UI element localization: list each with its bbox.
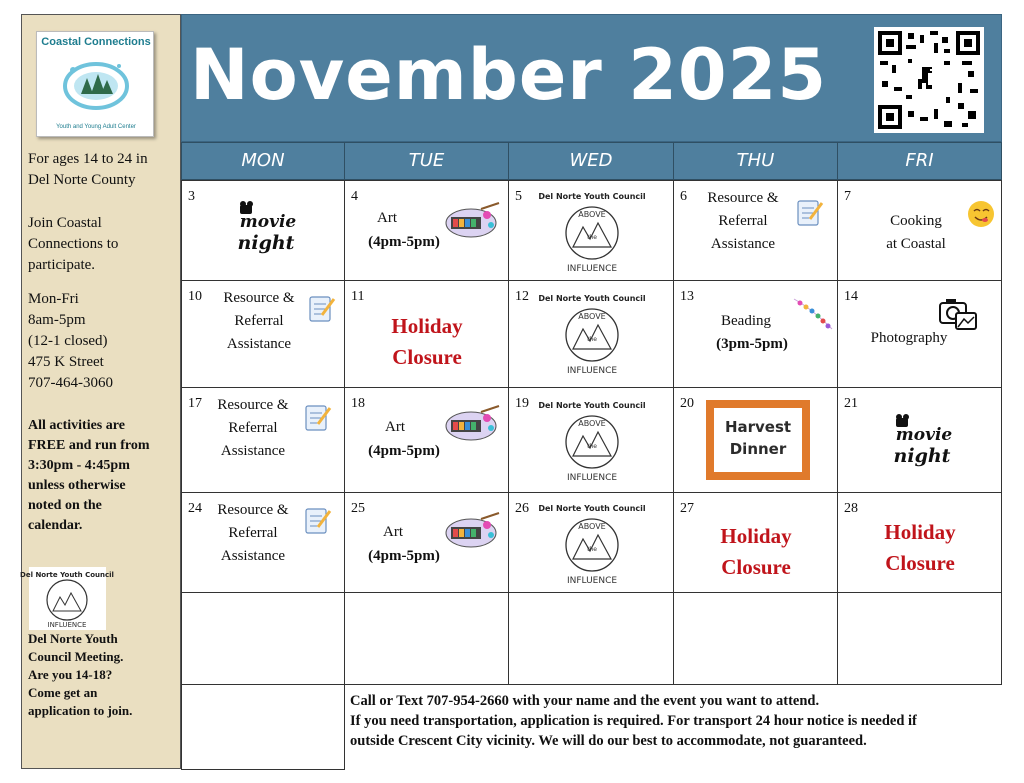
free-info <box>28 416 178 536</box>
hours-closed: (12-1 closed) <box>28 333 108 349</box>
day-header-thu: THU <box>673 142 838 180</box>
holiday-closure: Holiday Closure <box>884 520 956 575</box>
day-cell-14[interactable] <box>837 280 1002 388</box>
day-cell-7[interactable] <box>837 180 1002 281</box>
day-number: 4 <box>351 189 358 204</box>
coastal-connections-logo <box>36 31 154 137</box>
day-cell-27[interactable] <box>673 492 838 593</box>
event-art: Art <box>383 524 403 540</box>
notepad-icon <box>796 199 824 227</box>
event-resource: Resource & Referral Assistance <box>223 290 295 352</box>
day-number: 19 <box>515 396 529 411</box>
event-art-time: (4pm-5pm) <box>368 443 440 459</box>
day-number: 6 <box>680 189 687 204</box>
day-cell-3[interactable] <box>181 180 345 281</box>
day-cell-17[interactable] <box>181 387 345 493</box>
join-line-1: Join Coastal <box>28 215 102 231</box>
event-beading: Beading <box>721 313 771 329</box>
free-line-5: noted on the <box>28 498 102 513</box>
day-number: 24 <box>188 501 202 516</box>
sidebar <box>21 14 181 769</box>
day-number: 12 <box>515 289 529 304</box>
svg-text:Del Norte Youth Council: Del Norte Youth Council <box>20 571 114 579</box>
hours-time: 8am-5pm <box>28 312 86 328</box>
day-cell-21[interactable] <box>837 387 1002 493</box>
day-header-mon: MON <box>181 142 345 180</box>
svg-text:ABOVE: ABOVE <box>578 312 606 321</box>
footer-note <box>350 691 1010 751</box>
yum-emoji-icon <box>966 199 996 229</box>
empty-cell <box>508 592 674 685</box>
free-line-3: 3:30pm - 4:45pm <box>28 458 130 473</box>
logo-subtitle: Youth and Young Adult Center <box>56 124 136 130</box>
youth-council-logo <box>538 396 646 484</box>
day-cell-10[interactable] <box>181 280 345 388</box>
holiday-closure: Holiday Closure <box>720 524 792 579</box>
svg-text:Del Norte Youth Council: Del Norte Youth Council <box>538 504 646 513</box>
day-number: 11 <box>351 289 365 304</box>
day-cell-28[interactable] <box>837 492 1002 593</box>
hours-info <box>28 289 178 394</box>
day-header-fri: FRI <box>837 142 1002 180</box>
day-number: 3 <box>188 189 195 204</box>
day-number: 13 <box>680 289 694 304</box>
svg-text:ABOVE: ABOVE <box>578 419 606 428</box>
day-number: 10 <box>188 289 202 304</box>
event-art: Art <box>385 419 405 435</box>
svg-text:ABOVE: ABOVE <box>578 522 606 531</box>
free-line-1: All activities are <box>28 418 125 433</box>
svg-text:night: night <box>237 232 295 254</box>
movie-night-icon <box>234 201 298 259</box>
ycl-line-1: Del Norte Youth <box>28 631 118 646</box>
hours-days: Mon-Fri <box>28 291 79 307</box>
notepad-icon <box>304 404 332 432</box>
svg-text:INFLUENCE: INFLUENCE <box>566 366 618 376</box>
ycl-line-3: Are you 14-18? <box>28 667 113 682</box>
svg-text:Del Norte Youth Council: Del Norte Youth Council <box>538 401 646 410</box>
harvest-dinner-banner: Harvest Dinner <box>706 400 810 480</box>
art-palette-icon <box>445 406 501 442</box>
join-line-2: Connections to <box>28 236 119 252</box>
address: 475 K Street <box>28 354 104 370</box>
day-cell-25[interactable] <box>344 492 509 593</box>
day-cell-4[interactable] <box>344 180 509 281</box>
day-header-wed: WED <box>508 142 674 180</box>
empty-cell <box>344 592 509 685</box>
notepad-icon <box>308 295 336 323</box>
svg-text:INFLUENCE: INFLUENCE <box>566 473 618 483</box>
empty-cell <box>181 684 345 770</box>
day-cell-18[interactable] <box>344 387 509 493</box>
svg-text:the: the <box>587 234 597 241</box>
ycl-line-2: Council Meeting. <box>28 649 124 664</box>
event-art-time: (4pm-5pm) <box>368 548 440 564</box>
day-number: 26 <box>515 501 529 516</box>
day-cell-5[interactable] <box>508 180 674 281</box>
ycl-line-5: application to join. <box>28 703 133 718</box>
day-number: 17 <box>188 396 202 411</box>
phone: 707-464-3060 <box>28 375 113 391</box>
day-number: 5 <box>515 189 522 204</box>
event-photography: Photography <box>870 330 948 346</box>
svg-text:INFLUENCE: INFLUENCE <box>566 576 618 586</box>
day-header-tue: TUE <box>344 142 509 180</box>
camera-icon <box>938 295 980 333</box>
holiday-closure: Holiday Closure <box>391 314 463 369</box>
day-cell-20[interactable] <box>673 387 838 493</box>
day-cell-11[interactable] <box>344 280 509 388</box>
svg-text:movie: movie <box>239 212 297 232</box>
ages-line-1: For ages 14 to 24 in <box>28 151 148 167</box>
day-number: 21 <box>844 396 858 411</box>
ages-line-2: Del Norte County <box>28 172 136 188</box>
day-cell-6[interactable] <box>673 180 838 281</box>
footer-line-2: If you need transportation, application is required. For transport 24 hour notice is needed if <box>350 713 917 729</box>
ages-info <box>28 149 178 191</box>
youth-council-logo <box>538 499 646 587</box>
event-resource: Resource & Referral Assistance <box>217 397 289 459</box>
youth-council-logo <box>20 567 114 630</box>
svg-text:INFLUENCE: INFLUENCE <box>47 621 87 629</box>
day-cell-26[interactable] <box>508 492 674 593</box>
logo-title: Coastal Connections <box>41 36 151 48</box>
empty-cell <box>837 592 1002 685</box>
movie-night-icon <box>890 414 954 472</box>
qr-code-icon[interactable] <box>874 27 984 133</box>
page-title: November 2025 <box>190 34 828 116</box>
join-line-3: participate. <box>28 257 96 273</box>
day-number: 28 <box>844 501 858 516</box>
day-cell-19[interactable] <box>508 387 674 493</box>
join-info <box>28 213 178 276</box>
notepad-icon <box>304 507 332 535</box>
svg-text:the: the <box>587 546 597 553</box>
youth-council-logo <box>538 187 646 275</box>
svg-text:INFLUENCE: INFLUENCE <box>566 264 618 274</box>
svg-text:the: the <box>587 443 597 450</box>
day-number: 14 <box>844 289 858 304</box>
day-cell-12[interactable] <box>508 280 674 388</box>
event-resource: Resource & Referral Assistance <box>707 190 779 252</box>
day-number: 20 <box>680 396 694 411</box>
empty-cell <box>181 592 345 685</box>
empty-cell <box>673 592 838 685</box>
day-cell-13[interactable] <box>673 280 838 388</box>
svg-text:ABOVE: ABOVE <box>578 210 606 219</box>
day-number: 25 <box>351 501 365 516</box>
free-line-6: calendar. <box>28 518 83 533</box>
event-art: Art <box>377 210 397 226</box>
beads-icon <box>792 295 836 335</box>
svg-text:movie: movie <box>895 425 953 445</box>
ycl-line-4: Come get an <box>28 685 98 700</box>
footer-line-1: Call or Text 707-954-2660 with your name and the event you want to attend. <box>350 693 820 709</box>
art-palette-icon <box>445 203 501 239</box>
event-cooking: Cooking at Coastal <box>886 213 946 252</box>
footer-line-3: outside Crescent City vicinity. We will do our best to accommodate, not guaranteed. <box>350 733 867 749</box>
event-resource: Resource & Referral Assistance <box>217 502 289 564</box>
event-art-time: (4pm-5pm) <box>368 234 440 250</box>
svg-text:night: night <box>893 445 951 467</box>
free-line-2: FREE and run from <box>28 438 150 453</box>
calendar-header <box>181 14 1002 142</box>
youth-council-logo <box>538 289 646 377</box>
svg-text:Del Norte Youth Council: Del Norte Youth Council <box>538 192 646 201</box>
day-number: 7 <box>844 189 851 204</box>
wave-splash-icon <box>61 52 131 118</box>
event-beading-time: (3pm-5pm) <box>716 336 788 352</box>
svg-text:Del Norte Youth Council: Del Norte Youth Council <box>538 294 646 303</box>
day-number: 27 <box>680 501 694 516</box>
svg-text:the: the <box>587 336 597 343</box>
free-line-4: unless otherwise <box>28 478 126 493</box>
art-palette-icon <box>445 513 501 549</box>
youth-council-info <box>28 630 178 720</box>
day-cell-24[interactable] <box>181 492 345 593</box>
day-number: 18 <box>351 396 365 411</box>
